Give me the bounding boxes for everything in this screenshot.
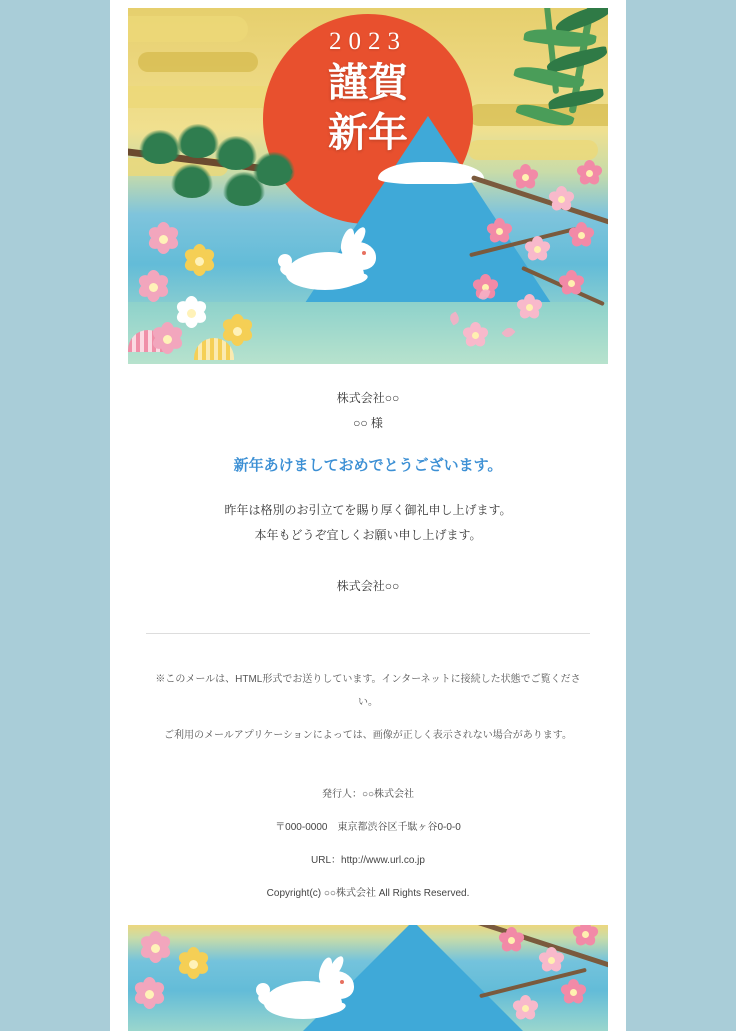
hero-kanji-line2: 新年 (328, 109, 408, 156)
hero-kanji-line1: 謹賀 (328, 59, 408, 106)
rabbit-icon (280, 234, 380, 292)
note-line-1: ※このメールは、HTML形式でお送りしています。インターネットに接続した状態でご覧ください。 (155, 674, 581, 709)
plum-branch-icon (418, 144, 608, 354)
plum-branch-icon (418, 925, 608, 1031)
footer-copyright: Copyright(c) ○○株式会社 All Rights Reserved. (266, 888, 470, 900)
chrysanthemum-icon (220, 314, 254, 348)
footer-publisher: 発行人：○○株式会社 (321, 789, 415, 801)
bottom-illustration (128, 925, 608, 1031)
footer-address: 〒000-0000 東京都渋谷区千駄ヶ谷0-0-0 (275, 822, 461, 834)
chrysanthemum-icon (132, 977, 166, 1011)
chrysanthemum-icon (182, 244, 216, 278)
hero-illustration (128, 8, 608, 364)
chrysanthemum-icon (138, 931, 172, 965)
body-line-2: 本年もどうぞ宜しくお願い申し上げます。 (254, 528, 482, 543)
rabbit-icon (258, 963, 358, 1021)
chrysanthemum-icon (136, 270, 170, 304)
email-card (110, 0, 626, 1031)
chrysanthemum-icon (150, 322, 184, 356)
message-block (110, 364, 626, 599)
chrysanthemum-icon (146, 222, 180, 256)
company-to: 株式会社○○ (336, 391, 400, 405)
body-line-1: 昨年は格別のお引立てを賜り厚く御礼申し上げます。 (224, 502, 512, 517)
footer-block (110, 757, 626, 905)
note-line-2: ご利用のメールアプリケーションによっては、画像が正しく表示されない場合があります。 (164, 730, 572, 742)
greeting-headline: 新年あけましておめでとうございます。 (233, 457, 503, 475)
recipient: ○○ 様 (353, 416, 383, 431)
signature: 株式会社○○ (336, 579, 400, 594)
hero-text-block (128, 28, 608, 156)
chrysanthemum-icon (176, 947, 210, 981)
notes-block (110, 634, 626, 747)
footer-url[interactable]: URL：http://www.url.co.jp (311, 855, 425, 867)
hero-year: 2023 (329, 28, 407, 55)
